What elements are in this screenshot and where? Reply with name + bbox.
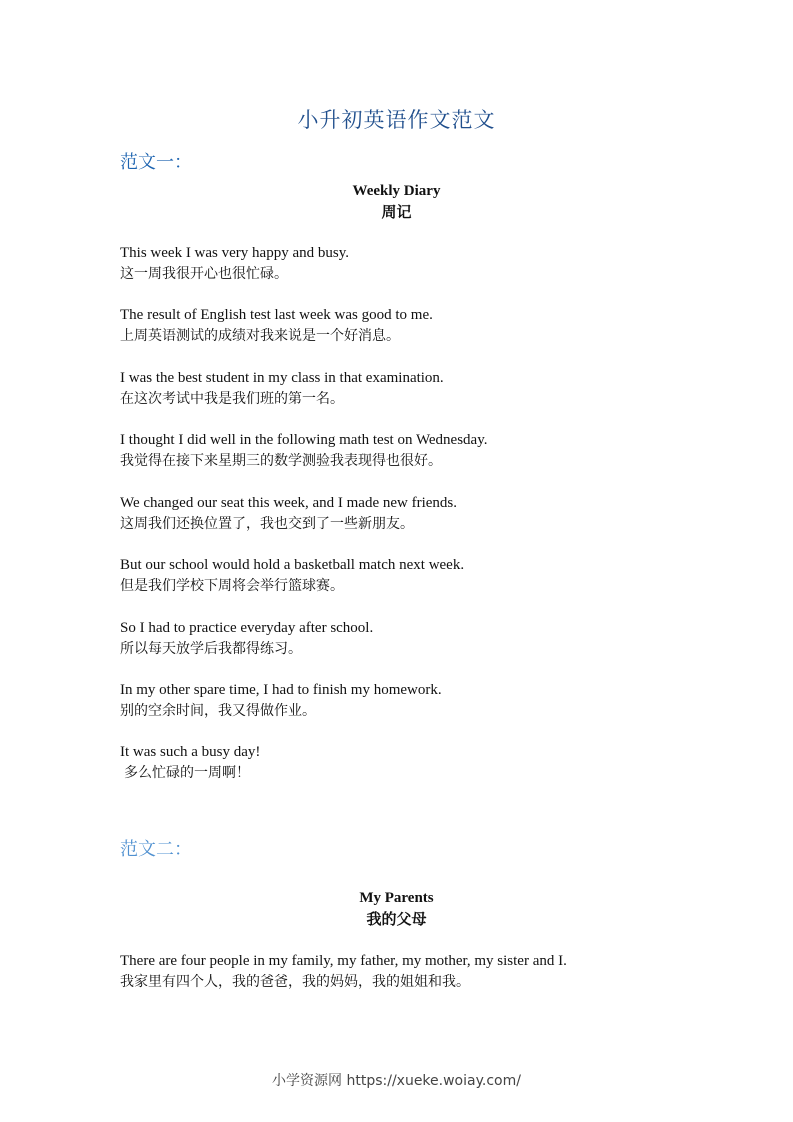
- essay-1-title-zh: 周记: [381, 203, 412, 221]
- sentence-pair: [120, 742, 680, 784]
- sentence-pair: [120, 305, 680, 347]
- sentence-zh: 这一周我很开心也很忙碌。: [120, 266, 288, 282]
- sentence-zh: 但是我们学校下周将会举行篮球赛。: [120, 578, 344, 594]
- sentence-en: In my other spare time, I had to finish my homework.: [120, 682, 442, 698]
- essay-2-title: [0, 888, 793, 930]
- section-1-heading: 范文一：: [120, 152, 192, 173]
- sentence-en: It was such a busy day!: [120, 744, 261, 760]
- sentence-en: This week I was very happy and busy.: [120, 245, 349, 261]
- sentence-en: There are four people in my family, my father, my mother, my sister and I.: [120, 953, 567, 969]
- sentence-zh: 我觉得在接下来星期三的数学测验我表现得也很好。: [120, 453, 442, 469]
- sentence-zh: 我家里有四个人，我的爸爸，我的妈妈，我的姐姐和我。: [120, 974, 470, 990]
- sentence-zh: 所以每天放学后我都得练习。: [120, 641, 302, 657]
- sentence-en: We changed our seat this week, and I made new friends.: [120, 495, 458, 511]
- sentence-pair: [120, 493, 680, 535]
- sentence-en: But our school would hold a basketball match next week.: [120, 557, 465, 573]
- sentence-en: I thought I did well in the following math test on Wednesday.: [120, 432, 488, 448]
- sentence-zh: 在这次考试中我是我们班的第一名。: [120, 391, 344, 407]
- footer-source: 小学资源网 https://xueke.woiay.com/: [272, 1073, 521, 1089]
- sentence-pair: [120, 555, 680, 597]
- sentence-pair: [120, 243, 680, 285]
- sentence-pair: [120, 680, 680, 722]
- sentence-en: The result of English test last week was good to me.: [120, 307, 433, 323]
- essay-1-title-en: Weekly Diary: [352, 183, 441, 199]
- essay-2-title-zh: 我的父母: [366, 910, 427, 928]
- section-2-heading: 范文二：: [120, 839, 192, 860]
- sentence-pair: [120, 430, 680, 472]
- sentence-pair: [120, 618, 680, 660]
- sentence-en: I was the best student in my class in that examination.: [120, 370, 444, 386]
- page-title: 小升初英语作文范文: [297, 108, 496, 132]
- sentence-zh: 这周我们还换位置了，我也交到了一些新朋友。: [120, 516, 414, 532]
- sentence-pair: [120, 368, 680, 410]
- essay-1-title: [0, 181, 793, 223]
- sentence-en: So I had to practice everyday after school.: [120, 620, 374, 636]
- sentence-zh: 上周英语测试的成绩对我来说是一个好消息。: [120, 328, 400, 344]
- sentence-pair: [120, 951, 680, 993]
- essay-2-title-en: My Parents: [359, 890, 434, 906]
- sentence-zh: 多么忙碌的一周啊！: [124, 765, 250, 781]
- sentence-zh: 别的空余时间，我又得做作业。: [120, 703, 316, 719]
